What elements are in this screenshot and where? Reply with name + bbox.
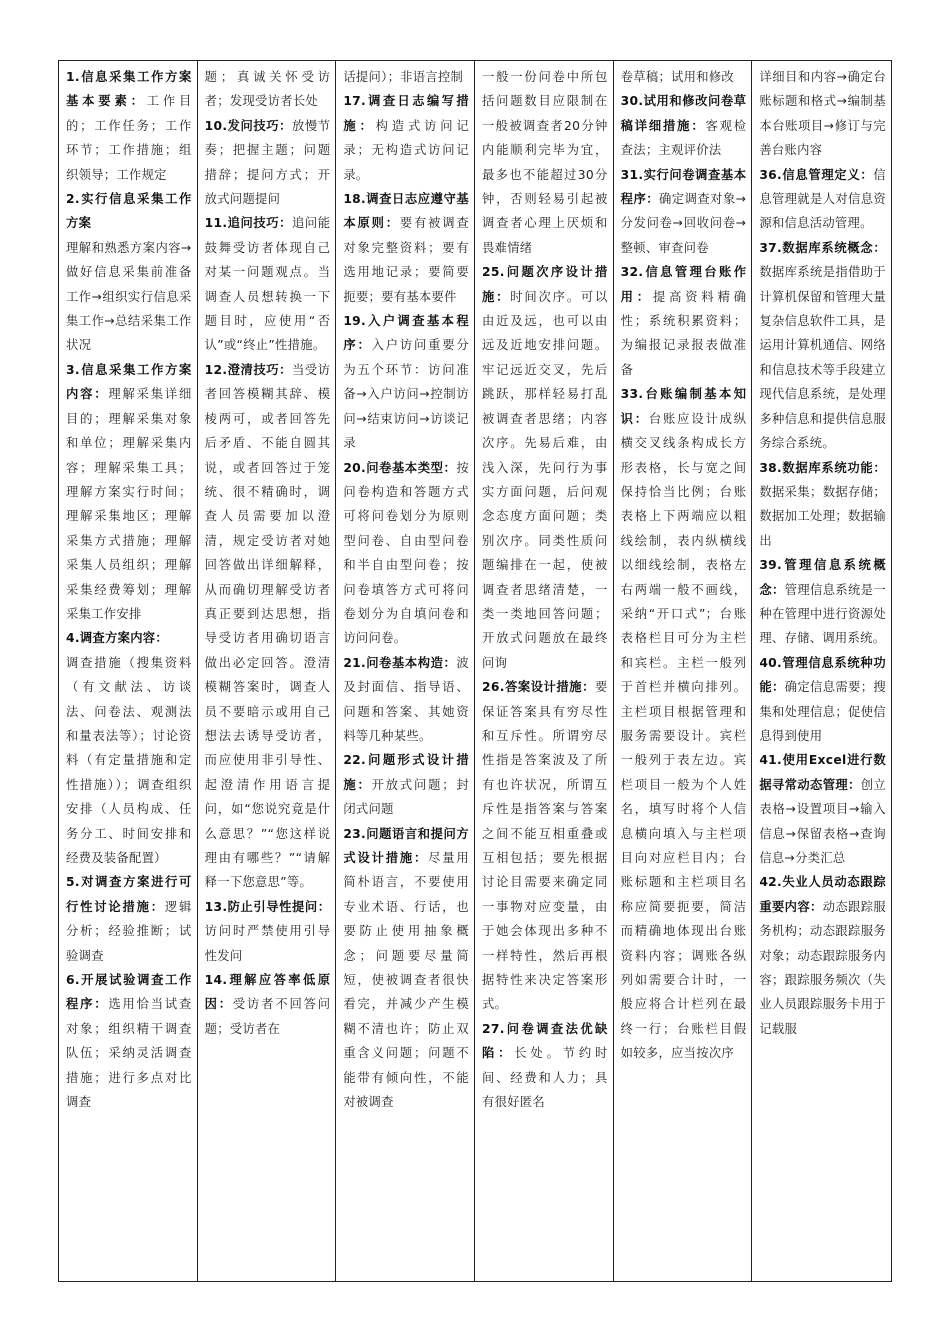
entry-heading: 32.信息管理台账作用： bbox=[620, 265, 747, 304]
entry-heading: 33.台账编制基本知识： bbox=[620, 387, 747, 426]
entry-heading: 14.理解应答率低原因： bbox=[204, 973, 331, 1012]
entry-heading: 38.数据库系统功能： bbox=[759, 460, 886, 475]
column-2 bbox=[198, 61, 337, 1281]
column-4 bbox=[475, 61, 614, 1281]
entry-heading: 12.澄清技巧： bbox=[204, 362, 292, 377]
entry-heading: 3.信息采集工作方案内容： bbox=[66, 362, 192, 402]
entry-text: 要有被调查对象完整资料；要有选用地记录；要简要扼要；要有基本要件 bbox=[343, 216, 469, 304]
entry-heading: 42.失业人员动态跟踪重要内容： bbox=[759, 875, 886, 914]
entry-text: 波及封面信、指导语、问题和答案、其她资料等几种某些。 bbox=[343, 655, 469, 743]
entry-text: 客观检查法；主观评价法 bbox=[620, 118, 747, 158]
entry-text: 台账应设计成纵横交叉线条构成长方形表格，长与宽之间保持恰当比例；台账表格上下两端应以粗线绘制，表内纵横线以细线绘制，表格左右两端一般不画线，采纳“开口式”；台账表格栏目可分为主栏和宾栏。主栏一般列于首栏并横向排列。主栏项目根据管理和服务需要设计。宾栏一般列于表左边。宾栏项目一般为个人姓名，填写时将个人信息横向填入与主栏项目向对应栏目内；台账标题和主栏项目名称应简要扼要，简洁而精确地体现出台账资料内容；调账各纵列如需要合计时，一般应将合计栏列在最终一行；台账栏目假如较多，应当按次序 bbox=[620, 411, 747, 1061]
entry bbox=[205, 358, 331, 895]
entry-heading: 11.追问技巧： bbox=[204, 216, 292, 231]
entry-text: 工作目的；工作任务；工作环节；工作措施；组织领导；工作规定 bbox=[66, 94, 192, 182]
entry-text: 入户访问重要分为五个环节：访问准备→入户访问→控制访问→结束访问→访谈记录 bbox=[343, 338, 469, 451]
entry-heading: 26.答案设计措施： bbox=[482, 680, 596, 695]
entry bbox=[66, 358, 192, 626]
entry-heading: 6.开展试验调查工作程序： bbox=[66, 973, 192, 1012]
entry-heading: 31.实行问卷调查基本程序： bbox=[620, 167, 747, 207]
entry-text: 访问时严禁使用引导性发问 bbox=[204, 924, 331, 963]
entry-text: 选用恰当试查对象；组织精干调查队伍；采纳灵活调查措施；进行多点对比调查 bbox=[66, 997, 192, 1110]
entry bbox=[621, 382, 747, 1065]
entry-heading: 5.对调查方案进行可行性讨论措施： bbox=[66, 875, 192, 914]
entry-text: 开放式问题；封闭式问题 bbox=[343, 777, 469, 817]
entry bbox=[343, 309, 469, 455]
entry bbox=[66, 187, 192, 358]
entry-heading: 20.问卷基本类型： bbox=[343, 460, 457, 475]
entry-heading: 13.防止引导性提问： bbox=[204, 899, 331, 914]
entry-heading: 18.调查日志应遵守基本原则： bbox=[343, 192, 469, 231]
entry-text: 题；真诚关怀受访者；发现受访者长处 bbox=[204, 70, 331, 109]
entry-text: 数据采集；数据存储；数据加工处理；数据输出 bbox=[759, 484, 886, 548]
entry bbox=[205, 968, 331, 1041]
entry-heading: 36.信息管理定义： bbox=[759, 167, 874, 182]
entry-heading: 19.入户调查基本程序： bbox=[343, 314, 469, 353]
entry-text: 卷草稿；试用和修改 bbox=[620, 70, 735, 84]
entry-text: 当受访者回答模糊其辞、模棱两可，或者回答先后矛盾、不能自圆其说，或者回答过于笼统、很不精确时，调查人员需要加以澄清，规定受访者对她回答做出详细解释，从而确切理解受访者真正要到达思想，指导受访者用确切语言做出必定回答。澄清模糊答案时，调查人员不要暗示或用自己想法去诱导受访者，而应使用非引导性、起澄清作用语言提问，如“您说究竟是什么意思？”“您这样说理由有哪些？”“请解释一下您意思”等。 bbox=[204, 362, 331, 890]
entry-text: 构造式访问记录；无构造式访问记录。 bbox=[343, 118, 469, 182]
entry-text: 提高资料精确性；系统积累资料；为编报记录报表做准备 bbox=[620, 289, 747, 377]
entry-text: 管理信息系统是一种在管理中进行资源处理、存储、调用系统。 bbox=[759, 582, 886, 646]
entry-heading: 1.信息采集工作方案基本要素： bbox=[66, 70, 192, 109]
entry-text: 动态跟踪服务机构；动态跟踪服务对象；动态跟踪服务内容；跟踪服务频次（失业人员跟踪服务卡用于记载服 bbox=[759, 899, 886, 1036]
entry-text: 一般一份问卷中所包括问题数目应限制在一般被调查者20分钟内能顺利完毕为宜，最多也不能超过30分钟，否则轻易引起被调查者心理上厌烦和畏难情绪 bbox=[482, 70, 608, 255]
entry bbox=[482, 260, 608, 675]
document-table bbox=[58, 60, 892, 1282]
entry-heading: 2.实行信息采集工作方案 bbox=[66, 192, 192, 231]
entry-text: 尽量用简朴语言，不要使用专业术语、行话，也要防止使用抽象概念；问题要尽量简短，使被调查者很快看完，并减少产生模糊不清也许；防止双重含义问题；问题不能带有倾向性，不能对被调查 bbox=[343, 851, 469, 1110]
entry bbox=[205, 211, 331, 357]
column-5 bbox=[614, 61, 753, 1281]
column-6 bbox=[752, 61, 891, 1281]
column-3 bbox=[336, 61, 475, 1281]
entry-heading: 37.数据库系统概念： bbox=[759, 240, 886, 255]
entry bbox=[759, 456, 886, 554]
entry-heading: 39.管理信息系统概念： bbox=[759, 558, 886, 597]
entry-heading: 4.调查方案内容： bbox=[66, 631, 169, 646]
entry bbox=[621, 89, 747, 162]
entry bbox=[343, 89, 469, 187]
entry bbox=[343, 65, 469, 89]
entry-heading: 21.问卷基本构造： bbox=[343, 655, 457, 670]
entry bbox=[343, 748, 469, 821]
entry bbox=[621, 260, 747, 382]
entry-heading: 25.问题次序设计措施： bbox=[482, 265, 608, 304]
entry bbox=[621, 163, 747, 261]
entry bbox=[759, 236, 886, 456]
entry-text: 时间次序。可以由近及远，也可以由远及近地安排问题。牢记远近交叉，先后跳跃，那样轻易打乱被调查者思绪；内容次序。先易后难，由浅入深，先问行为事实方面问题，后问观念态度方面问题；类别次序。同类性质问题编排在一起，使被调查者思绪清楚，一类一类地回答问题；开放式问题放在最终问询 bbox=[482, 289, 608, 670]
entry bbox=[482, 1017, 608, 1115]
entry bbox=[759, 651, 886, 749]
column-1 bbox=[59, 61, 198, 1281]
entry bbox=[66, 626, 192, 870]
entry-text: 详细目和内容→确定台账标题和格式→编制基本台账项目→修订与完善台账内容 bbox=[759, 70, 886, 158]
entry-text: 追问能鼓舞受访者体现自己对某一问题观点。当调查人员想转换一下题目时，应使用“否认”或“终止”性措施。 bbox=[204, 216, 331, 353]
entry-heading: 30.试用和修改问卷草稿详细措施： bbox=[620, 94, 747, 133]
entry bbox=[343, 456, 469, 651]
entry bbox=[482, 65, 608, 260]
entry-text: 放慢节奏；把握主题；问题措辞；提问方式；开放式问题提问 bbox=[204, 118, 331, 207]
entry-text: 信息管理就是人对信息资源和信息活动管理。 bbox=[759, 167, 886, 231]
entry-heading: 22.问题形式设计措施： bbox=[343, 753, 469, 792]
entry bbox=[759, 163, 886, 236]
entry-text: 确定调查对象→分发问卷→回收问卷→整顿、审查问卷 bbox=[620, 192, 747, 255]
entry bbox=[482, 675, 608, 1017]
entry-heading: 23.问题语言和提问方式设计措施： bbox=[343, 826, 469, 865]
entry bbox=[759, 65, 886, 163]
entry bbox=[343, 187, 469, 309]
entry-heading: 17.调查日志编写措施： bbox=[343, 94, 469, 133]
entry-text: 长处。节约时间、经费和人力；具有很好匿名 bbox=[482, 1046, 608, 1110]
entry-text: 调查措施（搜集资料（有文献法、访谈法、问卷法、观测法和量表法等）；讨论资料（有定量措施和定性措施））；调查组织安排（人员构成、任务分工、时间安排和经费及装备配置） bbox=[66, 655, 192, 865]
entry bbox=[66, 65, 192, 187]
entry-text: 受访者不回答问题；受访者在 bbox=[204, 997, 331, 1036]
entry-text: 创立表格→设置项目→输入信息→保留表格→查询信息→分类汇总 bbox=[759, 777, 886, 865]
entry-heading: 27.问卷调查法优缺陷： bbox=[482, 1021, 608, 1061]
entry-heading: 41.使用Excel进行数据寻常动态管理： bbox=[759, 753, 886, 792]
entry-heading: 10.发问技巧： bbox=[204, 118, 292, 133]
entry-text: 理解和熟悉方案内容→做好信息采集前准备工作→组织实行信息采集工作→总结采集工作状况 bbox=[66, 240, 192, 353]
entry bbox=[621, 65, 747, 89]
entry bbox=[759, 553, 886, 651]
entry bbox=[205, 65, 331, 114]
entry bbox=[66, 870, 192, 968]
entry-text: 数据库系统是指借助于计算机保留和管理大量复杂信息软件工具，是运用计算机通信、网络和信息技术等手段建立现代信息系统，是处理多种信息和提供信息服务综合系统。 bbox=[759, 265, 886, 451]
entry-text: 理解采集详细目的；理解采集对象和单位；理解采集内容；理解采集工具；理解方案实行时间；理解采集地区；理解采集方式措施；理解采集人员组织；理解采集经费筹划；理解采集工作安排 bbox=[66, 387, 192, 621]
entry bbox=[759, 870, 886, 1041]
entry-text: 逻辑分析；经验推断；试验调查 bbox=[66, 899, 192, 963]
entry-text: 确定信息需要；搜集和处理信息；促使信息得到使用 bbox=[759, 680, 886, 743]
entry bbox=[343, 822, 469, 1115]
entry bbox=[66, 968, 192, 1114]
entry-text: 要保证答案具有穷尽性和互斥性。所谓穷尽性指是答案波及了所有也许状况，所谓互斥性是指答案与答案之间不能互相重叠或互相包括；要先根据讨论目需要来确定同一事物对应变量，由于她会体现出多种不一样特性，然后再根据特性来决定答案形式。 bbox=[482, 680, 608, 1012]
entry-text: 话提问）；非语言控制 bbox=[343, 70, 464, 84]
entry bbox=[343, 651, 469, 749]
entry-heading: 40.管理信息系统种功能： bbox=[759, 655, 886, 695]
entry bbox=[759, 748, 886, 870]
entry bbox=[205, 114, 331, 212]
entry-text: 按问卷构造和答题方式可将问卷划分为原则型问卷、自由型问卷和半自由型问卷；按问卷填答方式可将问卷划分为自填问卷和访问问卷。 bbox=[343, 460, 469, 646]
entry bbox=[205, 895, 331, 968]
